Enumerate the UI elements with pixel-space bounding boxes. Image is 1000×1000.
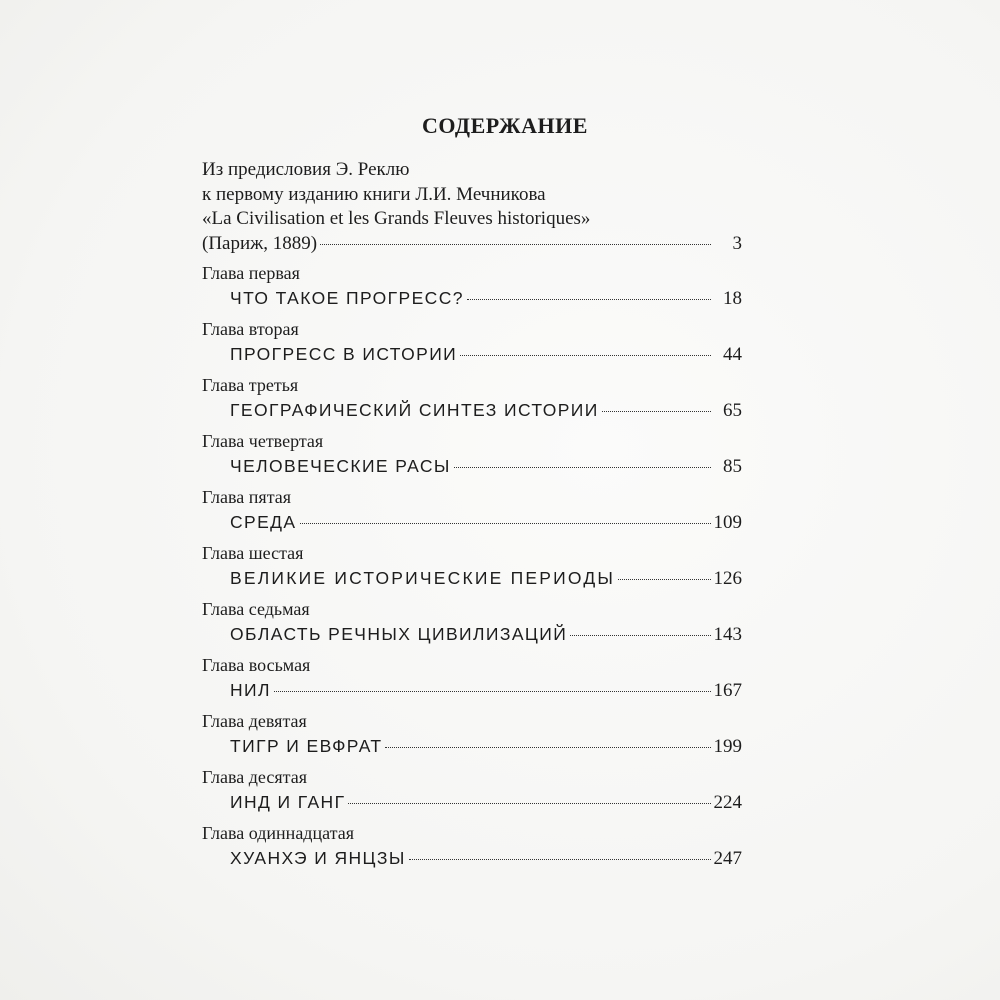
chapter-title-row xyxy=(230,512,742,534)
dot-leader xyxy=(409,859,711,860)
chapter-title-row xyxy=(230,792,742,814)
toc-entry-chapter-11 xyxy=(200,822,742,870)
chapter-page-number: 143 xyxy=(713,624,742,645)
chapter-title-row xyxy=(230,456,742,478)
dot-leader xyxy=(348,803,710,804)
chapter-title: ПРОГРЕСС В ИСТОРИИ xyxy=(230,344,458,364)
dot-leader xyxy=(300,523,711,524)
dot-leader xyxy=(320,244,711,245)
preface-page-number: 3 xyxy=(732,232,742,254)
chapter-title: ГЕОГРАФИЧЕСКИЙ СИНТЕЗ ИСТОРИИ xyxy=(230,400,599,420)
chapter-title-row xyxy=(230,848,742,870)
page-title: СОДЕРЖАНИЕ xyxy=(422,113,588,138)
chapter-title-row xyxy=(230,624,742,646)
chapter-title-row xyxy=(230,344,742,366)
dot-leader xyxy=(454,467,711,468)
toc-entry-chapter-7 xyxy=(200,598,742,646)
chapter-label: Глава пятая xyxy=(202,487,292,507)
dot-leader xyxy=(385,747,710,748)
chapter-label: Глава одиннадцатая xyxy=(202,823,354,843)
preface-last-line xyxy=(202,232,742,257)
chapter-page-number: 247 xyxy=(713,848,742,869)
chapter-page-number: 85 xyxy=(723,456,742,477)
chapter-title: ОБЛАСТЬ РЕЧНЫХ ЦИВИЛИЗАЦИЙ xyxy=(230,624,568,644)
chapter-label: Глава третья xyxy=(202,375,299,395)
chapter-title: СРЕДА xyxy=(230,512,297,532)
chapter-title: ИНД И ГАНГ xyxy=(230,792,346,812)
chapter-label: Глава восьмая xyxy=(202,655,311,675)
toc-entry-chapter-8 xyxy=(200,654,742,702)
chapter-page-number: 167 xyxy=(713,680,742,701)
toc-entry-chapter-5 xyxy=(200,486,742,534)
chapter-label: Глава первая xyxy=(202,263,300,283)
chapter-page-number: 44 xyxy=(723,344,742,365)
chapter-title-row xyxy=(230,680,742,702)
dot-leader xyxy=(618,579,710,580)
chapter-title: ЧЕЛОВЕЧЕСКИЕ РАСЫ xyxy=(230,456,451,476)
dot-leader xyxy=(602,411,711,412)
chapter-page-number: 126 xyxy=(713,568,742,589)
chapter-title: ХУАНХЭ И ЯНЦЗЫ xyxy=(230,848,406,868)
chapter-page-number: 224 xyxy=(713,792,742,813)
chapter-title: ЧТО ТАКОЕ ПРОГРЕСС? xyxy=(230,288,464,308)
chapter-label: Глава вторая xyxy=(202,319,299,339)
dot-leader xyxy=(467,299,711,300)
dot-leader xyxy=(274,691,711,692)
toc-entry-chapter-2 xyxy=(200,318,742,366)
chapter-page-number: 199 xyxy=(713,736,742,757)
toc-entry-chapter-9 xyxy=(200,710,742,758)
chapter-title-row xyxy=(230,568,742,590)
chapter-title: ВЕЛИКИЕ ИСТОРИЧЕСКИЕ ПЕРИОДЫ xyxy=(230,568,616,588)
preface-entry xyxy=(202,158,742,256)
chapter-title: ТИГР И ЕВФРАТ xyxy=(230,736,383,756)
chapter-title-row xyxy=(230,736,742,758)
toc-entry-chapter-3 xyxy=(200,374,742,422)
chapter-title-row xyxy=(230,288,742,310)
chapter-label: Глава шестая xyxy=(202,543,304,563)
chapter-page-number: 65 xyxy=(723,400,742,421)
preface-line: Из предисловия Э. Реклю xyxy=(202,159,410,180)
chapter-label: Глава девятая xyxy=(202,711,307,731)
preface-line: к первому изданию книги Л.И. Мечникова xyxy=(202,183,546,205)
toc-entry-chapter-1 xyxy=(200,262,742,310)
dot-leader xyxy=(570,635,710,636)
preface-line: (Париж, 1889) xyxy=(202,232,318,254)
toc-entry-chapter-6 xyxy=(200,542,742,590)
toc-entry-chapter-10 xyxy=(200,766,742,814)
chapter-title-row xyxy=(230,400,742,422)
toc-entry-chapter-4 xyxy=(200,430,742,478)
chapter-label: Глава десятая xyxy=(202,767,307,787)
chapter-page-number: 109 xyxy=(713,512,742,533)
chapter-label: Глава седьмая xyxy=(202,599,310,619)
chapter-page-number: 18 xyxy=(723,288,742,309)
dot-leader xyxy=(460,355,711,356)
chapter-title: НИЛ xyxy=(230,680,271,700)
chapter-label: Глава четвертая xyxy=(202,431,324,451)
preface-line: «La Civilisation et les Grands Fleuves historiques» xyxy=(202,208,591,229)
